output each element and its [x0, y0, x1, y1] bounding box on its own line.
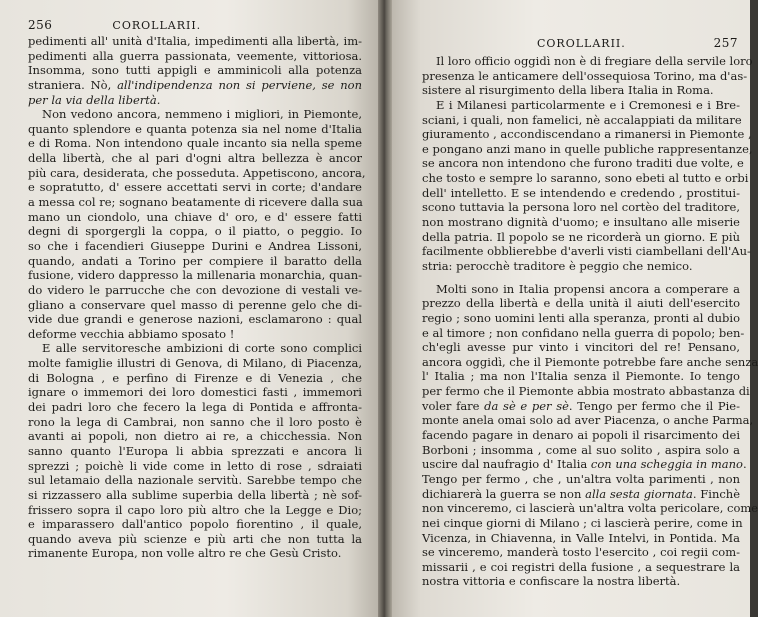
text-line [422, 545, 740, 560]
text-line [28, 78, 362, 93]
text-line [28, 532, 362, 547]
text-run: dell' intelletto. E se intendendo e credendo , prostitui- [422, 185, 740, 200]
text-line [28, 415, 362, 430]
text-line [28, 63, 362, 78]
text-line [28, 503, 362, 518]
text-run: presenza le anticamere dell'ossequiosa Torino, ma d'as- [422, 68, 748, 83]
text-run: voler fare [422, 398, 485, 413]
text-run: per fermo che il Piemonte abbia mostrato abbastanza di [422, 384, 750, 399]
text-line [28, 136, 362, 151]
text-run: giuramento , accondiscendano a rimanersi in Piemonte , [422, 127, 752, 142]
text-run: nei cinque giorni di Milano ; ci lascierà perire, come in [422, 515, 743, 530]
text-line [422, 200, 740, 215]
text-run: E alle servitoresche ambizioni di corte sono complici [42, 341, 362, 356]
text-run: so che i facendieri Giuseppe Durini e Andrea Lissoni, [28, 238, 362, 253]
text-line [422, 311, 740, 326]
text-line [422, 399, 740, 414]
text-run: sul letamaio della nazionale servitù. Sarebbe tempo che [28, 473, 362, 488]
text-line [422, 531, 740, 546]
text-run: non vinceremo, ci lascierà un'altra volta pericolare, come [422, 501, 758, 516]
text-run: scono tuttavia la persona loro nel cortèo del traditore, [422, 200, 740, 215]
left-page-text [28, 34, 366, 561]
text-line [28, 165, 366, 181]
italic-run: da sè e per sè [484, 398, 569, 413]
text-line [422, 171, 749, 186]
text-run: regio ; sono uomini lenti alla speranza, pronti al dubio [422, 310, 740, 325]
text-run: molte famiglie illustri di Genova, di Milano, di Piacenza, [28, 356, 362, 371]
text-line [28, 49, 362, 64]
text-run: sciani, i quali, non famelici, nè accalappiati da militare [422, 112, 742, 127]
text-line [422, 98, 740, 113]
text-run: Borboni ; insomma , come al suo solito , aspira solo a [422, 442, 740, 457]
text-line [422, 68, 748, 84]
text-line [28, 210, 362, 225]
text-run: pedimenti alla guerra passionata, veemente, vittoriosa. [28, 48, 362, 63]
text-line [422, 127, 752, 142]
text-run: di Bologna , e perfino di Firenze e di Venezia , che [28, 370, 362, 385]
text-run: sistere al risurgimento della libera Italia in Roma. [422, 83, 714, 98]
text-run: rimanente Europa, non volle altro re che Gesù Cristo. [28, 546, 342, 561]
text-run: della libertà, che al pari d'ogni altra bellezza è ancor [28, 151, 362, 166]
text-run: ch'egli avesse pur vinto i vincitori del re! Pensano, [422, 340, 740, 355]
text-line [422, 413, 754, 428]
text-line [422, 296, 740, 311]
text-run: . Tengo per fermo che il Pie- [568, 398, 740, 413]
text-line [422, 230, 740, 245]
text-line [28, 122, 362, 137]
text-run: uscire dal naufragio d' Italia [422, 457, 591, 472]
text-run: dei padri loro che fecero la lega di Pontida e affronta- [28, 400, 362, 415]
text-line [28, 385, 362, 400]
text-run: Il loro officio oggidì non è di fregiare della servile loro [436, 54, 753, 68]
text-run: quanto splendore e quanta potenza sia nel nome d'Italia [28, 121, 362, 136]
right-page-text [422, 54, 758, 589]
text-line [28, 268, 362, 283]
text-run: gliano a conservare quel masso di perenne gelo che di- [28, 297, 362, 312]
text-line [28, 429, 362, 444]
text-run: facendo pagare in denaro ai popoli il risarcimento dei [422, 428, 740, 443]
text-line [28, 312, 362, 327]
text-run: quando, andati a Torino per compiere il baratto della [28, 253, 362, 268]
text-line [28, 239, 362, 254]
text-run: E i Milanesi particolarmente e i Cremonesi e i Bre- [436, 97, 740, 112]
text-run: missarii , e coi registri della fusione , a sequestrare la [422, 559, 740, 574]
text-line [422, 141, 753, 157]
text-line [28, 34, 362, 49]
text-run: Tengo per fermo , che , un'altra volta parimenti , non [422, 471, 740, 486]
text-line [422, 83, 740, 98]
text-line [28, 459, 362, 474]
italic-run: all'indipendenza non si perviene, se non [117, 77, 362, 92]
right-running-title: COROLLARII. [537, 37, 626, 50]
text-line [422, 515, 743, 531]
text-line [28, 107, 362, 122]
right-page-number: 257 [713, 36, 738, 50]
text-run: stria: perocchè traditore è peggio che nemico. [422, 258, 693, 273]
text-line [28, 283, 362, 298]
left-page-number: 256 [28, 18, 53, 32]
text-line [422, 574, 740, 589]
left-running-head [28, 18, 362, 32]
text-run: prezzo della libertà e della unità il aiuti dell'esercito [422, 296, 740, 311]
text-run: si rizzassero alla sublime superbia della libertà ; nè sof- [28, 487, 362, 502]
text-run: l' Italia ; ma non l'Italia senza il Piemonte. Io tengo [422, 369, 740, 384]
text-line [28, 356, 362, 371]
text-line [422, 487, 740, 502]
text-run: avanti ai popoli, non dietro ai re, a chicchessia. Non [28, 429, 362, 444]
text-run: . Finchè [692, 486, 741, 501]
text-line [28, 473, 362, 488]
text-line [422, 369, 740, 384]
text-line [28, 546, 362, 561]
text-line [28, 195, 362, 210]
text-line [28, 298, 362, 313]
text-line [28, 341, 362, 356]
text-run: Insomma, sono tutti appigli e amminicoli alla potenza [28, 63, 362, 78]
text-run: e di Roma. Non intendono quale incanto sia nella speme [28, 136, 362, 151]
text-run: che tosto e sempre lo saranno, sono ebeti al tutto e orbi [422, 171, 749, 186]
text-run: e imparassero dall'antico popolo fiorentino , il quale, [28, 517, 362, 532]
text-run: dichiarerà la guerra se non [422, 486, 586, 501]
text-run: e pongano anzi mano in quelle publiche rappresentanze, [422, 141, 753, 156]
text-run: mano un ciondolo, una chiave d' oro, e d' essere fatti [28, 209, 362, 224]
text-line [422, 156, 744, 171]
text-run: e sopratutto, d' essere accettati servi in corte; d'andare [28, 180, 362, 195]
text-line [422, 244, 751, 259]
text-run: . [742, 457, 747, 472]
text-line [28, 93, 362, 108]
text-run: pedimenti all' unità d'Italia, impedimenti alla libertà, im- [28, 34, 362, 48]
text-run: monte anela omai solo ad aver Piacenza, o anche Parma, [422, 413, 754, 428]
text-run: più cara, desiderata, che posseduta. Appetiscono, ancora, [28, 165, 366, 180]
text-line [28, 180, 362, 195]
text-run: fusione, videro dappresso la millenaria monarchia, quan- [28, 268, 362, 283]
text-run: e al timore ; non confidano nella guerra di popolo; ben- [422, 325, 745, 340]
right-page [392, 0, 758, 617]
text-run: sanno quanto l'Europa li abbia sprezzati e ancora li [28, 443, 362, 458]
text-line [28, 254, 362, 269]
text-line [28, 400, 362, 415]
text-line [422, 325, 745, 341]
text-line [28, 327, 362, 342]
text-run: frissero sopra il capo loro più altro che la Legge e Dio; [28, 502, 362, 517]
text-line [422, 54, 753, 69]
text-line [422, 443, 740, 458]
text-line [422, 354, 758, 370]
text-run: do videro le parrucche che con devozione di vestali ve- [28, 282, 362, 297]
text-run: vide due grandi e generose nazioni, esclamarono : qual [28, 312, 362, 327]
text-line [28, 224, 362, 239]
text-run: deforme vecchia abbiamo sposato ! [28, 326, 235, 341]
text-run: della patria. Il popolo se ne ricorderà un giorno. E più [422, 229, 740, 244]
text-line [28, 444, 362, 459]
text-run: sprezzi ; poichè li vide come in letto di rose , sdraiati [28, 458, 362, 473]
book-gutter [378, 0, 392, 617]
left-page [0, 0, 378, 617]
text-run: se vinceremo, manderà tosto l'esercito , coi regii com- [422, 545, 740, 560]
text-line [422, 384, 750, 399]
text-line [28, 517, 362, 532]
italic-run: per la via della libertà. [28, 92, 161, 107]
text-run: Molti sono in Italia propensi ancora a comperare a [436, 281, 740, 296]
text-run: quando aveva più scienze e più arti che non tutta la [28, 531, 362, 546]
left-running-title: COROLLARII. [112, 19, 202, 32]
italic-run: con una scheggia in mano [590, 457, 743, 472]
text-line [28, 151, 362, 166]
text-run: nostra vittoria e confiscare la nostra libertà. [422, 574, 681, 589]
text-line [422, 472, 740, 487]
text-line [422, 428, 740, 443]
text-run: ignare o immemori dei loro domestici fasti , immemori [28, 385, 362, 400]
right-running-head [422, 36, 738, 50]
text-line [422, 259, 740, 274]
text-line [422, 457, 747, 472]
text-run: rono la lega di Cambrai, non sanno che il loro posto è [28, 414, 362, 429]
text-line [422, 282, 740, 297]
text-line [422, 501, 758, 516]
text-line [422, 340, 740, 355]
text-run: non mostrano dignità d'uomo; e insultano alle miserie [422, 215, 740, 230]
text-line [422, 215, 740, 230]
text-line [28, 371, 362, 386]
text-run: a messa col re; sognano beatamente di ricevere dalla sua [28, 195, 363, 210]
text-run: Non vedono ancora, nemmeno i migliori, in Piemonte, [42, 107, 362, 122]
text-run: degni di sporgergli la coppa, o il piatto, o peggio. Io [28, 224, 362, 239]
text-run: ancora oggidì, che il Piemonte potrebbe fare anche senza [422, 354, 758, 369]
text-line [422, 113, 740, 128]
text-run: facilmente obblierebbe d'averli visti ciambellani dell'Au- [422, 244, 751, 259]
text-line [422, 186, 740, 201]
text-run: Vicenza, in Chiavenna, in Valle Intelvi, in Pontida. Ma [422, 530, 740, 545]
text-line [28, 488, 362, 503]
text-run: se ancora non intendono che furono traditi due volte, e [422, 156, 744, 171]
text-run: straniera. Nò, [28, 77, 118, 92]
italic-run: alla sesta giornata [585, 486, 693, 501]
text-line [422, 560, 740, 575]
